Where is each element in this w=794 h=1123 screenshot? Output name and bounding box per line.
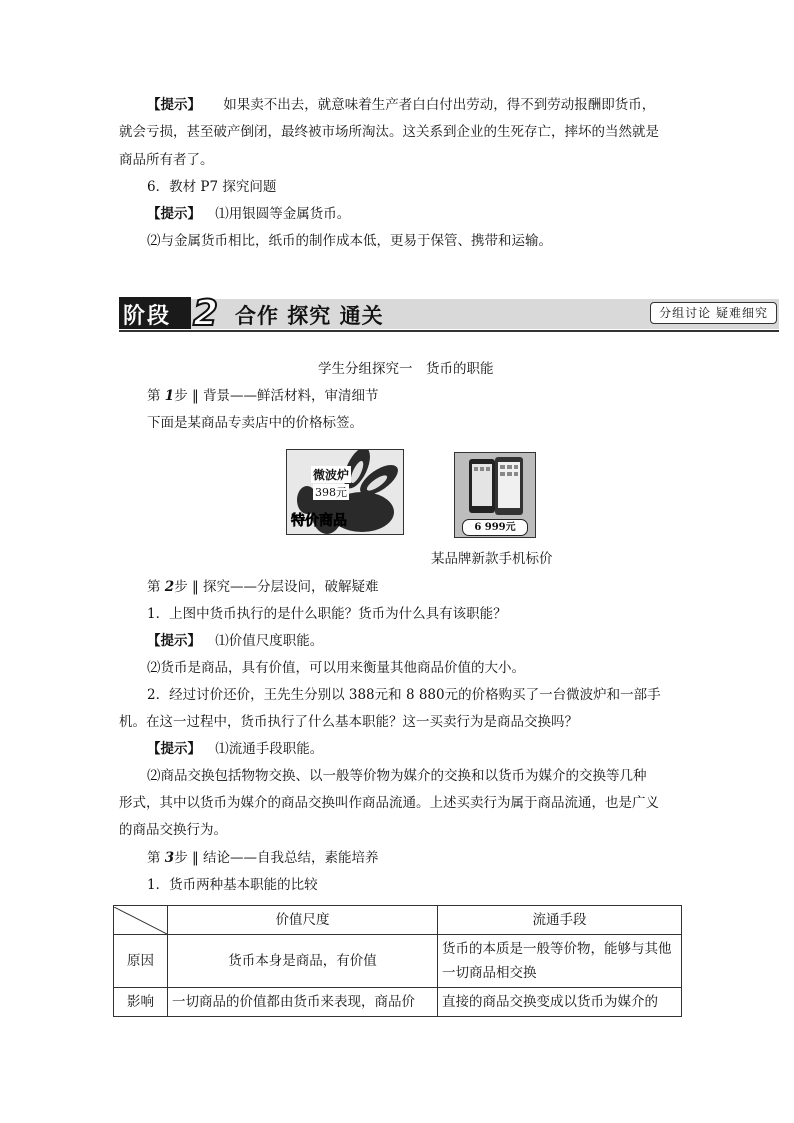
answer-2-part-1: 【提示】 ⑴流通手段职能。 (147, 741, 324, 757)
question-2-line-2: 机。在这一过程中，货币执行了什么基本职能？这一买卖行为是商品交换吗？ (119, 714, 578, 730)
table-header-row (114, 906, 682, 935)
comparison-subheading: 1．货币两种基本职能的比较 (147, 877, 318, 893)
microwave-label: 微波炉 (313, 468, 350, 482)
step-1-text: 下面是某商品专卖店中的价格标签。 (147, 415, 363, 431)
tip-paragraph-line-3: 商品所有者了。 (119, 152, 214, 168)
table-cell: 货币的本质是一般等价物，能够与其他一切商品相交换 (438, 935, 682, 988)
column-header: 流通手段 (438, 906, 682, 935)
stage-number: 2 (193, 293, 219, 334)
row-label: 原因 (114, 935, 168, 988)
special-offer-label: 特价商品 (291, 513, 347, 529)
answer-1-part-1: 【提示】 ⑴价值尺度职能。 (147, 633, 324, 649)
stage-title: 合作 探究 通关 (235, 304, 384, 328)
tip-label: 【提示】 (147, 206, 201, 222)
table-cell: 直接的商品交换变成以货币为媒介的 (438, 988, 682, 1017)
answer-1-part-2: ⑵货币是商品，具有价值，可以用来衡量其他商品价值的大小。 (147, 660, 525, 676)
phone-price-tag-image (454, 452, 536, 538)
column-header: 价值尺度 (168, 906, 438, 935)
question-2-line-1: 2．经过讨价还价，王先生分别以 388元和 8 880元的价格购买了一台微波炉和一部手 (147, 687, 661, 703)
stage-banner (119, 293, 779, 334)
step-2: 第 2步 ‖ 探究——分层设问，破解疑难 (147, 579, 379, 595)
answer-6-part-2: ⑵与金属货币相比，纸币的制作成本低，更易于保管、携带和运输。 (147, 233, 552, 249)
table-row (114, 935, 682, 988)
tip-paragraph-line-2: 就会亏损，甚至破产倒闭，最终被市场所淘汰。这关系到企业的生死存亡，摔坏的当然就是 (119, 124, 659, 140)
diagonal-header-cell (114, 906, 168, 935)
comparison-table (113, 905, 682, 1017)
stage-word: 阶段 (123, 304, 172, 329)
table-cell: 货币本身是商品，有价值 (168, 935, 438, 988)
tip-label: 【提示】 (147, 741, 201, 757)
tip-paragraph-line-1: 【提示】 如果卖不出去，就意味着生产者白白付出劳动，得不到劳动报酬即货币， (147, 97, 656, 113)
row-label: 影响 (114, 988, 168, 1017)
table-row (114, 988, 682, 1017)
step-3: 第 3步 ‖ 结论——自我总结，素能培养 (147, 850, 379, 866)
answer-2-part-2-line-1: ⑵商品交换包括物物交换、以一般等价物为媒介的交换和以货币为媒介的交换等几种 (147, 768, 647, 784)
section-heading: 学生分组探究一 货币的职能 (318, 361, 494, 377)
tip-label: 【提示】 (147, 97, 201, 113)
answer-2-part-2-line-2: 形式，其中以货币为媒介的商品交换叫作商品流通。上述买卖行为属于商品流通，也是广义 (119, 795, 659, 811)
stage-tag: 分组讨论 疑难细究 (650, 302, 777, 324)
step-1: 第 1步 ‖ 背景——鲜活材料，审清细节 (147, 388, 379, 404)
table-cell: 一切商品的价值都由货币来表现，商品价 (168, 988, 438, 1017)
microwave-price-tag-image (286, 449, 404, 535)
microwave-price: 398元 (315, 486, 347, 499)
figure-caption: 某品牌新款手机标价 (431, 551, 553, 567)
answer-2-part-2-line-3: 的商品交换行为。 (119, 822, 227, 838)
question-1: 1．上图中货币执行的是什么职能？货币为什么具有该职能？ (147, 606, 507, 622)
answer-6-part-1: 【提示】 ⑴用银圆等金属货币。 (147, 206, 351, 222)
question-6: 6．教材 P7 探究问题 (147, 179, 277, 195)
phone-price: 6 999元 (462, 519, 528, 536)
tip-label: 【提示】 (147, 633, 201, 649)
